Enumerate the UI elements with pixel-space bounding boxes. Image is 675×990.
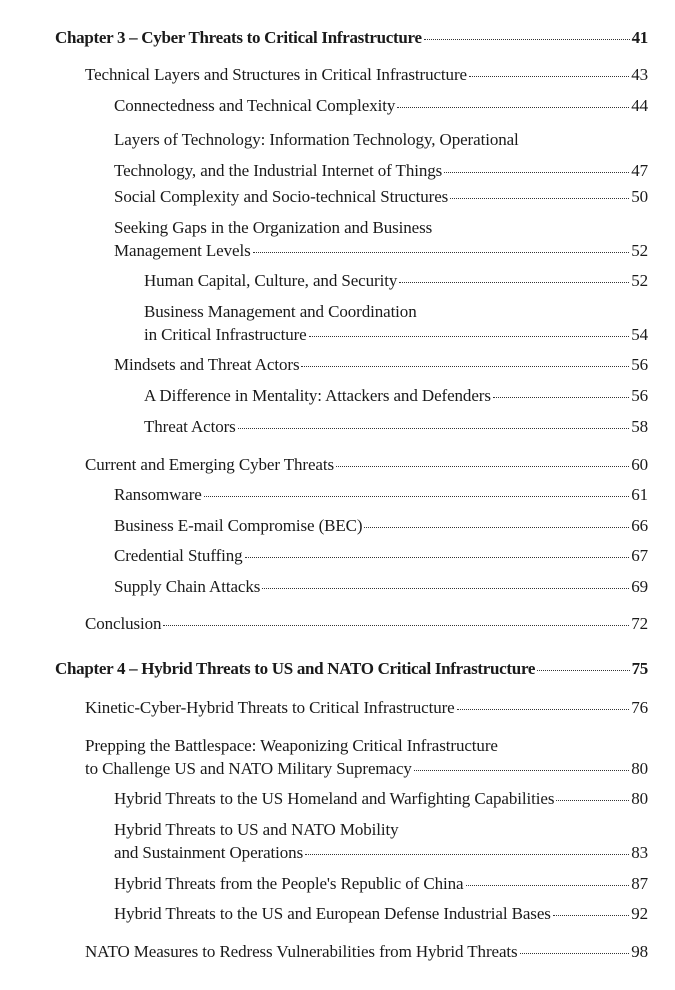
toc-page-number: 56 <box>631 386 648 405</box>
toc-title-line1: Hybrid Threats to US and NATO Mobility <box>114 820 399 839</box>
toc-page-number: 98 <box>631 942 648 961</box>
toc-title: Hybrid Threats to the US and European Defense Industrial Bases <box>114 904 551 923</box>
toc-title: Business E-mail Compromise (BEC) <box>114 516 363 535</box>
dot-leader <box>537 670 629 671</box>
dot-leader <box>238 428 629 429</box>
toc-entry[interactable] <box>85 696 648 719</box>
toc-entry[interactable] <box>114 124 648 186</box>
toc-entry[interactable] <box>85 940 648 963</box>
toc-entry[interactable] <box>144 415 648 438</box>
dot-leader <box>520 953 630 954</box>
dot-leader <box>450 198 629 199</box>
toc-entry[interactable] <box>114 94 648 117</box>
toc-entry[interactable] <box>114 483 648 506</box>
toc-entry[interactable] <box>144 300 648 346</box>
toc-entry[interactable] <box>114 544 648 567</box>
toc-page-number: 80 <box>631 759 648 778</box>
toc-page-number: 60 <box>631 455 648 474</box>
dot-leader <box>245 557 630 558</box>
toc-page-number: 76 <box>631 698 648 717</box>
dot-leader <box>305 854 629 855</box>
toc-page-number: 43 <box>631 65 648 84</box>
toc-title-line1: Layers of Technology: Information Technology, Operational <box>114 130 519 149</box>
toc-page-number: 66 <box>631 516 648 535</box>
dot-leader <box>364 527 629 528</box>
dot-leader <box>399 282 629 283</box>
toc-entry[interactable] <box>114 353 648 376</box>
toc-title: Connectedness and Technical Complexity <box>114 96 396 115</box>
toc-title: Chapter 4 – Hybrid Threats to US and NATO Critical Infrastructure <box>55 659 536 678</box>
toc-page-number: 69 <box>631 577 648 596</box>
dot-leader <box>204 496 629 497</box>
toc-title: Current and Emerging Cyber Threats <box>85 455 335 474</box>
toc-entry[interactable] <box>114 216 648 262</box>
dot-leader <box>556 800 629 801</box>
toc-title: Technical Layers and Structures in Critical Infrastructure <box>85 65 467 84</box>
toc-title: A Difference in Mentality: Attackers and Defenders <box>144 386 491 405</box>
toc-title-line1: Prepping the Battlespace: Weaponizing Critical Infrastructure <box>85 736 498 755</box>
toc-entry[interactable] <box>114 902 648 925</box>
toc-page-number: 72 <box>631 614 648 633</box>
toc-entry[interactable] <box>85 63 648 86</box>
toc-entry[interactable] <box>144 269 648 292</box>
toc-entry[interactable] <box>85 612 648 635</box>
dot-leader <box>466 885 630 886</box>
toc-title: Supply Chain Attacks <box>114 577 261 596</box>
toc-page-number: 52 <box>631 271 648 290</box>
toc-chapter-3[interactable] <box>55 26 648 49</box>
dot-leader <box>163 625 629 626</box>
toc-entry[interactable] <box>144 384 648 407</box>
dot-leader <box>309 336 630 337</box>
toc-page-number: 56 <box>631 355 648 374</box>
toc-title: Threat Actors <box>144 417 236 436</box>
toc-page-number: 83 <box>631 843 648 862</box>
dot-leader <box>397 107 629 108</box>
toc-page-number: 54 <box>631 325 648 344</box>
dot-leader <box>414 770 629 771</box>
toc-entry[interactable] <box>85 453 648 476</box>
dot-leader <box>253 252 630 253</box>
toc-page-number: 75 <box>631 659 648 678</box>
toc-title: Human Capital, Culture, and Security <box>144 271 398 290</box>
toc-title: Social Complexity and Socio-technical Structures <box>114 187 449 206</box>
toc-entry[interactable] <box>114 185 648 208</box>
dot-leader <box>336 466 629 467</box>
toc-title: in Critical Infrastructure <box>144 325 307 344</box>
toc-title-line1: Seeking Gaps in the Organization and Business <box>114 218 433 237</box>
toc-page-number: 58 <box>631 417 648 436</box>
toc-title: Ransomware <box>114 485 202 504</box>
dot-leader <box>444 172 629 173</box>
dot-leader <box>301 366 629 367</box>
toc-page-number: 61 <box>631 485 648 504</box>
toc-entry[interactable] <box>114 514 648 537</box>
toc-title: Management Levels <box>114 241 251 260</box>
dot-leader <box>469 76 629 77</box>
toc-page-number: 87 <box>631 874 648 893</box>
toc-page-number: 80 <box>631 789 648 808</box>
toc-page-number: 92 <box>631 904 648 923</box>
toc-page-number: 44 <box>631 96 648 115</box>
toc-title: Hybrid Threats to the US Homeland and Warfighting Capabilities <box>114 789 555 808</box>
toc-title: Technology, and the Industrial Internet of Things <box>114 161 443 180</box>
toc-entry[interactable] <box>114 872 648 895</box>
toc-title: Conclusion <box>85 614 162 633</box>
toc-title: Chapter 3 – Cyber Threats to Critical Infrastructure <box>55 28 422 47</box>
toc-title: and Sustainment Operations <box>114 843 304 862</box>
dot-leader <box>424 39 630 40</box>
dot-leader <box>493 397 629 398</box>
toc-entry[interactable] <box>114 818 648 864</box>
toc-title: Kinetic-Cyber-Hybrid Threats to Critical Infrastructure <box>85 698 455 717</box>
toc-page-number: 47 <box>631 161 648 180</box>
toc-title: Mindsets and Threat Actors <box>114 355 300 374</box>
toc-title: Credential Stuffing <box>114 546 243 565</box>
dot-leader <box>553 915 629 916</box>
toc-entry[interactable] <box>114 575 648 598</box>
toc-entry[interactable] <box>85 734 648 780</box>
toc-title-line1: Business Management and Coordination <box>144 302 417 321</box>
toc-page-number: 50 <box>631 187 648 206</box>
toc-entry[interactable] <box>114 787 648 810</box>
toc-page-number: 41 <box>631 28 648 47</box>
toc-title: Hybrid Threats from the People's Republic of China <box>114 874 464 893</box>
toc-page-number: 52 <box>631 241 648 260</box>
dot-leader <box>262 588 629 589</box>
toc-page-number: 67 <box>631 546 648 565</box>
toc-chapter-4[interactable] <box>55 657 648 680</box>
toc-title: to Challenge US and NATO Military Supremacy <box>85 759 412 778</box>
dot-leader <box>457 709 630 710</box>
toc-title: NATO Measures to Redress Vulnerabilities from Hybrid Threats <box>85 942 518 961</box>
